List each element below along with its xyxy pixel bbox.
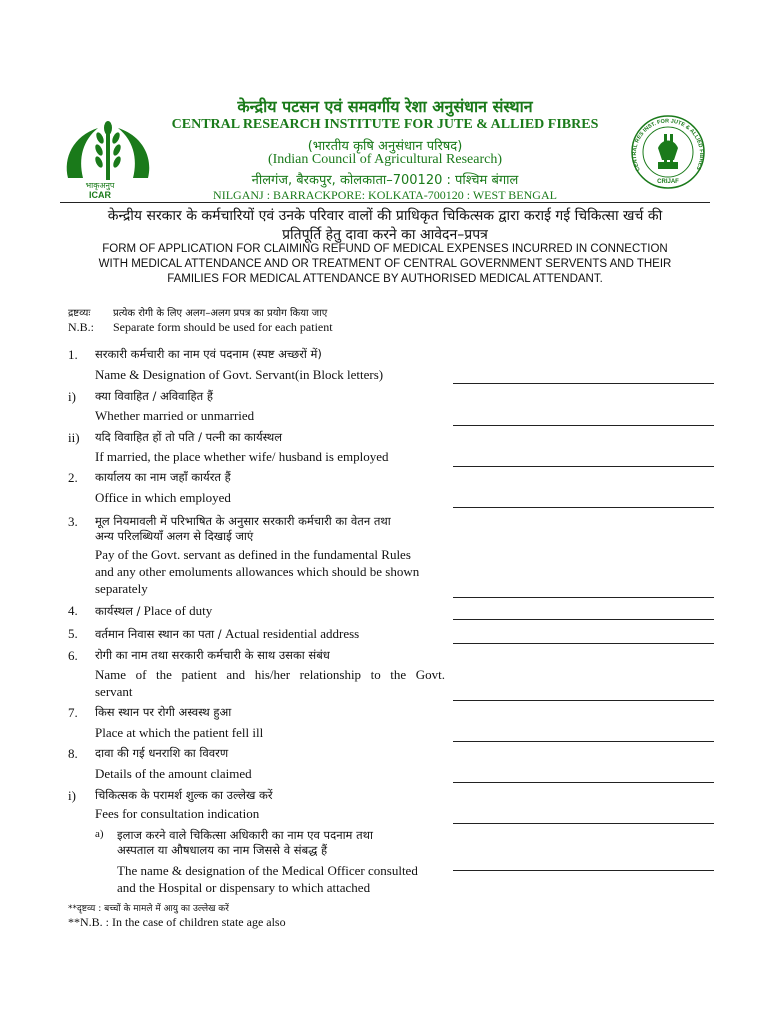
item-8a-label-line2: and the Hospital or dispensary to which attached <box>117 880 371 895</box>
office-field[interactable] <box>453 507 714 508</box>
medical-officer-field[interactable] <box>453 870 714 871</box>
item-3-label-line3: separately <box>95 581 148 596</box>
item-8-number: 8. <box>68 746 78 761</box>
place-of-duty-field[interactable] <box>453 619 714 620</box>
item-3-label-hindi-line1: मूल नियमावली में परिभाषित के अनुसार सरकारी कर्मचारी का वेतन तथा <box>95 514 391 528</box>
form-title-english-line1: FORM OF APPLICATION FOR CLAIMING REFUND OF MEDICAL EXPENSES INCURRED IN CONNECTION <box>102 243 668 255</box>
header-divider <box>60 202 710 203</box>
item-2-number: 2. <box>68 470 78 485</box>
item-2-label-hindi: कार्यालय का नाम जहाँ कार्यरत हैं <box>95 470 231 484</box>
nb-text: Separate form should be used for each patient <box>113 320 333 334</box>
item-1-label-hindi: सरकारी कर्मचारी का नाम एवं पदनाम (स्पष्ट अच्छरों में) <box>95 347 322 361</box>
item-8a-number: a) <box>95 828 104 840</box>
item-8a-label-hindi-line2: अस्पताल या औषधालय का नाम जिससे वे संबद्ध हैं <box>117 843 328 857</box>
item-5-label: Actual residential address <box>224 626 360 641</box>
item-3-number: 3. <box>68 514 78 529</box>
item-4-label-hindi: कार्यस्थल / <box>95 604 141 618</box>
item-7-number: 7. <box>68 705 78 720</box>
patient-relationship-field[interactable] <box>453 700 714 701</box>
form-title-english-line3: FAMILIES FOR MEDICAL ATTENDANCE BY AUTHORISED MEDICAL ATTENDANT. <box>167 273 603 285</box>
item-4-number: 4. <box>68 603 78 618</box>
item-8-label-hindi: दावा की गई धनराशि का विवरण <box>95 746 229 760</box>
item-5-number: 5. <box>68 626 78 641</box>
address-hindi: नीलगंज, बैरकपुर, कोलकाता–700120 : पश्चिम बंगाल <box>251 173 519 188</box>
item-1ii-label-hindi: यदि विवाहित हों तो पति / पत्नी का कार्यस्थल <box>95 430 283 444</box>
item-1ii-number: ii) <box>68 430 80 445</box>
residential-address-field[interactable] <box>453 643 714 644</box>
item-1i-label: Whether married or unmarried <box>95 408 255 423</box>
item-3-label-hindi-line2: अन्य परिलब्धियाँ अलग से दिखाई जाएं <box>95 529 254 543</box>
pay-field[interactable] <box>453 597 714 598</box>
nb-text-hindi: प्रत्येक रोगी के लिए अलग–अलग प्रपत्र का प्रयोग किया जाए <box>113 308 328 319</box>
item-1i-number: i) <box>68 389 76 404</box>
item-7-label: Place at which the patient fell ill <box>95 725 264 740</box>
govt-servant-name-field[interactable] <box>453 383 714 384</box>
item-1-label: Name & Designation of Govt. Servant(in Block letters) <box>95 367 384 382</box>
item-6-label-hindi: रोगी का नाम तथा सरकारी कर्मचारी के साथ उसका संबंध <box>95 648 330 662</box>
icar-logo-caption-hindi: भाकृअनुप <box>85 181 115 190</box>
parent-org-english: (Indian Council of Agricultural Research) <box>267 152 503 167</box>
parent-org-hindi: (भारतीय कृषि अनुसंधान परिषद) <box>307 139 463 154</box>
footnote-hindi: **दृष्टव्य : बच्चों के मामले में आयु का उल्लेख करें <box>68 904 229 914</box>
place-fell-ill-field[interactable] <box>453 741 714 742</box>
crijaf-logo-caption: CRIJAF <box>657 179 679 185</box>
item-6-number: 6. <box>68 648 78 663</box>
form-title-hindi-line1: केन्द्रीय सरकार के कर्मचारियों एवं उनके परिवार वालों की प्राधिकृत चिकित्सक द्वारा कराई गई चिकित्सा खर्च की <box>107 208 663 224</box>
spouse-workplace-field[interactable] <box>453 466 714 467</box>
item-1ii-label: If married, the place whether wife/ husband is employed <box>95 449 389 464</box>
item-4-label: Place of duty <box>143 603 213 618</box>
item-7-label-hindi: किस स्थान पर रोगी अस्वस्थ हुआ <box>95 705 232 719</box>
institute-title-hindi: केन्द्रीय पटसन एवं समवर्गीय रेशा अनुसंधान संस्थान <box>237 97 533 116</box>
marital-status-field[interactable] <box>453 425 714 426</box>
item-8a-label-hindi-line1: इलाज करने वाले चिकित्सा अधिकारी का नाम एव पदनाम तथा <box>117 828 373 842</box>
item-8-label: Details of the amount claimed <box>95 766 252 781</box>
item-2-label: Office in which employed <box>95 490 231 505</box>
item-1-number: 1. <box>68 347 78 362</box>
item-8i-number: i) <box>68 788 76 803</box>
item-3-label-line2: and any other emoluments allowances which should be shown <box>95 564 420 579</box>
nb-label: N.B.: <box>68 320 95 334</box>
item-8i-label: Fees for consultation indication <box>95 806 260 821</box>
item-5-label-hindi: वर्तमान निवास स्थान का पता / <box>95 627 222 641</box>
nb-label-hindi: द्रष्टव्यः <box>68 308 91 319</box>
consultation-fees-field[interactable] <box>453 823 714 824</box>
item-6-label-line2: servant <box>95 684 133 699</box>
item-8a-label-line1: The name & designation of the Medical Officer consulted <box>117 863 418 878</box>
amount-claimed-field[interactable] <box>453 782 714 783</box>
icar-logo-caption: ICAR <box>89 190 111 200</box>
institute-title-english: CENTRAL RESEARCH INSTITUTE FOR JUTE & ALLIED FIBRES <box>171 117 599 132</box>
form-title-hindi-line2: प्रतिपूर्ति हेतु दावा करने का आवेदन–प्रपत्र <box>282 227 488 243</box>
item-8i-label-hindi: चिकित्सक के परामर्श शुल्क का उल्लेख करें <box>95 788 273 802</box>
item-6-label-line1: Name of the patient and his/her relationship to the Govt. <box>95 667 445 682</box>
item-1i-label-hindi: क्या विवाहित / अविवाहित हैं <box>95 389 213 403</box>
footnote-english: **N.B. : In the case of children state age also <box>68 915 286 929</box>
form-title-english-line2: WITH MEDICAL ATTENDANCE AND OR TREATMENT OF CENTRAL GOVERNMENT SERVENTS AND THEIR <box>98 258 672 270</box>
item-3-label-line1: Pay of the Govt. servant as defined in the fundamental Rules <box>95 547 411 562</box>
address-english: NILGANJ : BARRACKPORE: KOLKATA-700120 : WEST BENGAL <box>213 188 557 202</box>
crijaf-logo-ring-text: CENTRAL RES INST. FOR JUTE & ALLIED FIBRES <box>631 118 705 172</box>
